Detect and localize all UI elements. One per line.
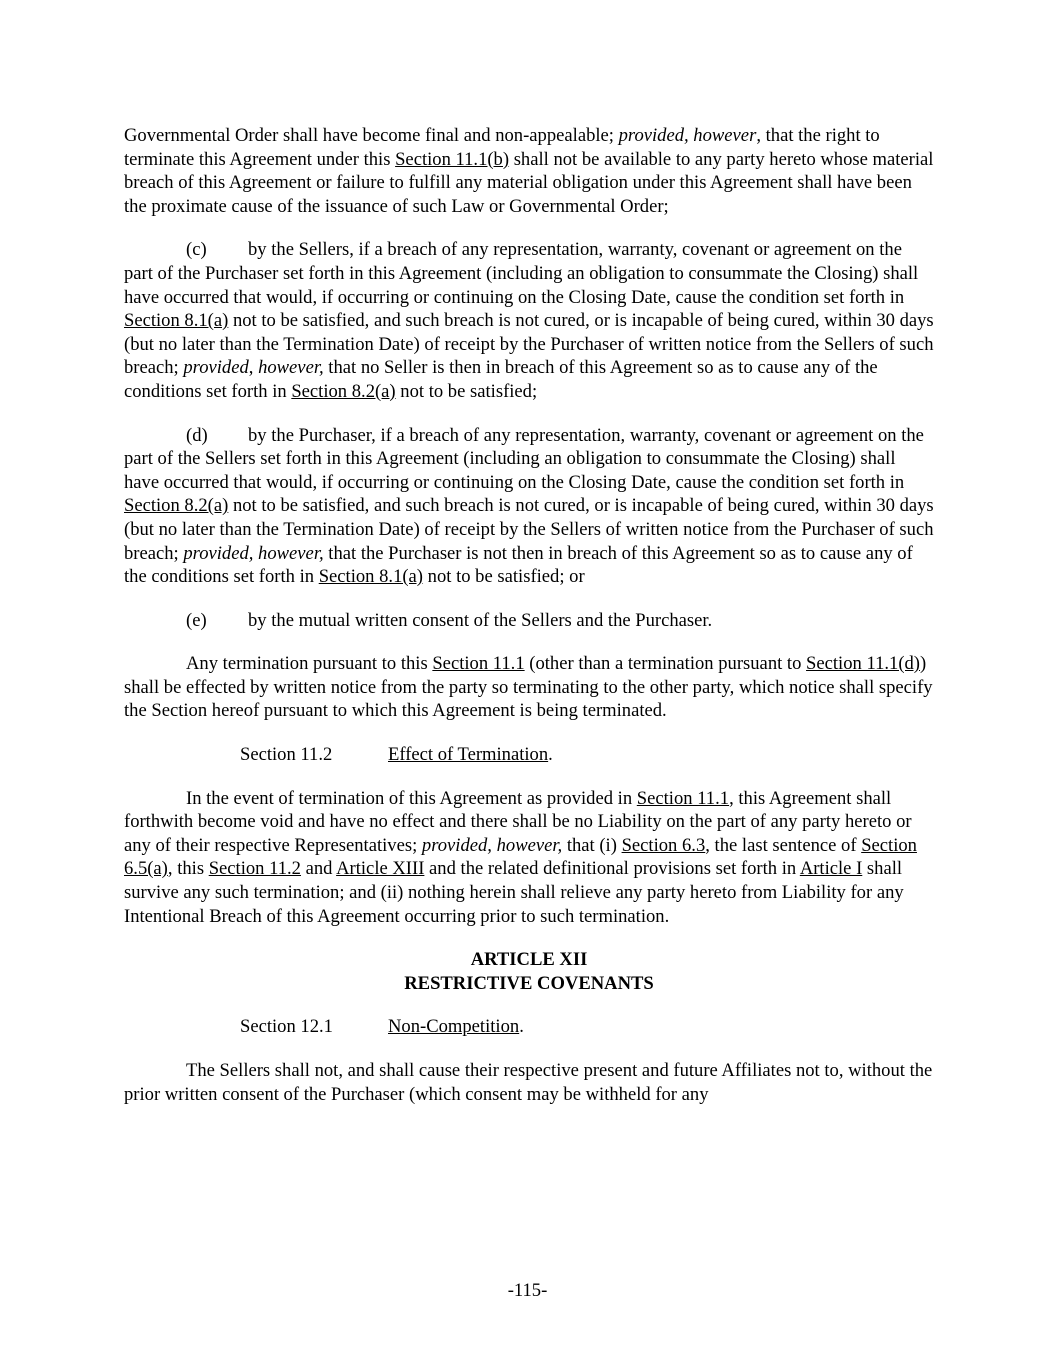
- paragraph-e: (e) by the mutual written consent of the Sellers and the Purchaser.: [186, 609, 713, 631]
- clause-label-d: (d): [186, 424, 208, 446]
- paragraph-non-competition: The Sellers shall not, and shall cause their respective present and future Affiliates not to, without the prior written consent of the Purchaser (which consent may be withheld for any: [124, 1060, 933, 1105]
- section-number: Section 11.2: [240, 744, 333, 766]
- section-8-1-a-ref: Section 8.1(a): [318, 566, 424, 588]
- clause-label-c: (c): [186, 239, 207, 261]
- section-6-3-ref: Section 6.3: [621, 834, 706, 856]
- document-page: [124, 124, 934, 1106]
- section-11-2-ref: Section 11.2: [208, 858, 301, 880]
- section-8-1-a-ref: Section 8.1(a): [124, 310, 229, 332]
- section-8-2-a-ref: Section 8.2(a): [124, 495, 229, 517]
- paragraph-b-continuation: Governmental Order shall have become final and non-appealable; provided, however, that the right to terminate this Agreement under this Section 11.1(b) shall not be available to any party hereto whose material breach of this Agreement or failure to fulfill any material obligation under this Agreement shall have been the proximate cause of the issuance of such Law or Governmental Order;: [124, 125, 934, 217]
- section-8-2-a-ref: Section 8.2(a): [291, 380, 396, 402]
- article-heading-number: ARTICLE XII: [470, 949, 588, 971]
- section-title: Non-Competition: [388, 1016, 520, 1038]
- paragraph-any-termination: Any termination pursuant to this Section 11.1 (other than a termination pursuant to Section 11.1(d)) shall be effected by written notice from the party so terminating to the other party, which notice shall specify the Section hereof pursuant to which this Agreement is being terminated.: [124, 653, 933, 722]
- section-12-1-heading: Section 12.1 Non-Competition.: [240, 1016, 524, 1038]
- section-6-5-a-ref: Section 6.5(a): [124, 834, 917, 880]
- page-number: -115-: [507, 1280, 548, 1301]
- paragraph-effect-of-termination: In the event of termination of this Agreement as provided in Section 11.1, this Agreement shall forthwith become void and have no effect and there shall be no Liability on the part of any party hereto or any of their respective Representatives; provided, however, that (i) Section 6.3, the last sentence of Section 6.5(a), this Section 11.2 and Article XIII and the related definitional provisions set forth in Article I shall survive any such termination; and (ii) nothing herein shall relieve any party hereto from Liability for any Intentional Breach of this Agreement occurring prior to such termination.: [124, 787, 917, 927]
- paragraph-c: (c) by the Sellers, if a breach of any representation, warranty, covenant or agreement on the part of the Purchaser set forth in this Agreement (including an obligation to consummate the Closing) shall have occurred that would, if occurring or continuing on the Closing Date, cause the condition set forth in Section 8.1(a) not to be satisfied, and such breach is not cured, or is incapable of being cured, within 30 days (but no later than the Termination Date) of receipt by the Purchaser of written notice from the Sellers of such breach; provided, however, that no Seller is then in breach of this Agreement so as to cause any of the conditions set forth in Section 8.2(a) not to be satisfied;: [124, 239, 934, 402]
- section-title: Effect of Termination: [388, 744, 549, 766]
- section-number: Section 12.1: [240, 1016, 333, 1038]
- section-11-1-d-ref: Section 11.1(d): [806, 653, 920, 675]
- section-11-1-ref: Section 11.1: [432, 653, 525, 675]
- clause-label-e: (e): [186, 609, 207, 631]
- paragraph-d: (d) by the Purchaser, if a breach of any representation, warranty, covenant or agreement on the part of the Sellers set forth in this Agreement (including an obligation to consummate the Closing) shall have occurred that would, if occurring or continuing on the Closing Date, cause the condition set forth in Section 8.2(a) not to be satisfied, and such breach is not cured, or is incapable of being cured, within 30 days (but no later than the Termination Date) of receipt by the Sellers of written notice from the Purchaser of such breach; provided, however, that the Purchaser is not then in breach of this Agreement so as to cause any of the conditions set forth in Section 8.1(a) not to be satisfied; or: [124, 424, 934, 588]
- section-11-2-heading: Section 11.2 Effect of Termination.: [240, 744, 553, 766]
- article-xiii-ref: Article XIII: [336, 858, 425, 880]
- article-i-ref: Article I: [799, 858, 863, 880]
- section-11-1-b-ref: Section 11.1(b): [395, 148, 510, 170]
- section-11-1-ref: Section 11.1: [636, 787, 730, 809]
- article-heading-title: RESTRICTIVE COVENANTS: [404, 972, 654, 994]
